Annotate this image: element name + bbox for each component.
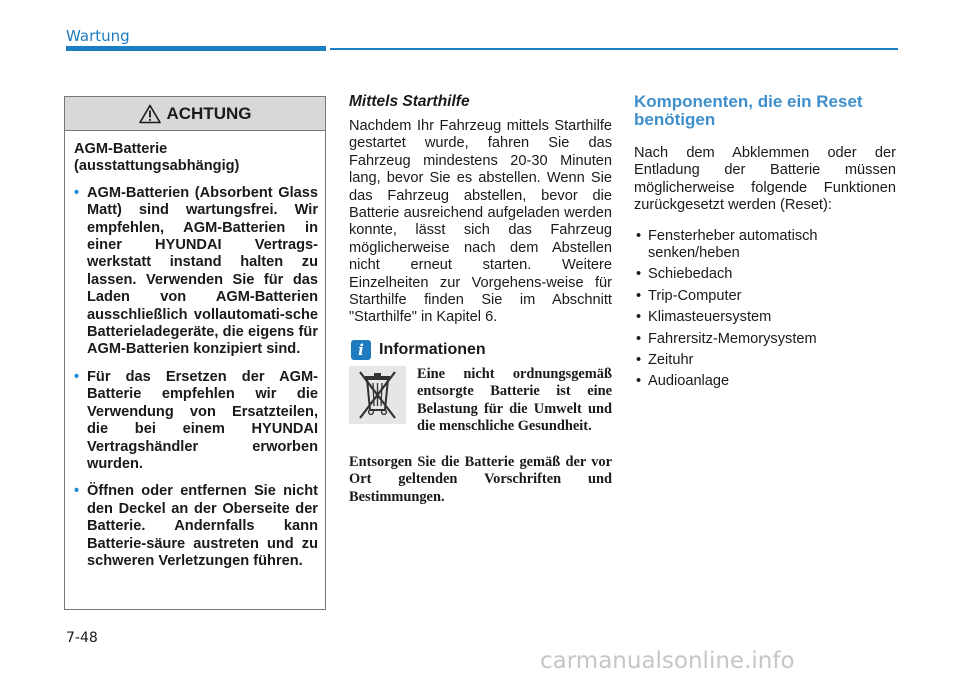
list-item: • Fahrersitz-Memorysystem	[636, 330, 817, 347]
bullet-icon: •	[636, 373, 642, 390]
reset-list	[634, 228, 896, 391]
info-title: Informationen	[379, 341, 486, 358]
info-header	[351, 340, 486, 360]
warning-header	[65, 97, 325, 131]
header-rule-thick	[66, 46, 326, 51]
warning-subtitle: AGM-Batterie (ausstattungsabhängig)	[74, 141, 240, 175]
bullet-icon: •	[636, 227, 642, 244]
list-item: • Fensterheber automatisch senken/heben	[636, 227, 818, 262]
warning-box	[64, 96, 326, 610]
info-text-1: Eine nicht ordnungsgemäß entsorgte Batterie ist eine Belastung für die Umwelt und die menschliche Gesundheit.	[417, 366, 612, 435]
bullet-icon: •	[636, 266, 642, 283]
reset-heading: Komponenten, die ein Reset benötigen	[634, 92, 863, 129]
warning-title: ACHTUNG	[166, 103, 252, 123]
warning-triangle-icon	[139, 104, 161, 124]
list-item: • AGM-Batterien (Absorbent Glass Matt) sind wartungsfrei. Wir empfehlen, AGM-Batterien in einer HYUNDAI Vertrags-werkstatt instand halten zu lassen. Verwenden Sie für das Laden von AGM-Batterien ausschließlich vollautomati-sche Batterieladegeräte, die eigens für AGM-Batterien konzipiert sind.	[74, 184, 318, 358]
bullet-icon: •	[636, 309, 642, 326]
reset-section	[634, 93, 896, 395]
bullet-icon: •	[74, 483, 80, 500]
bullet-icon: •	[636, 330, 642, 347]
list-item: • Klimasteuersystem	[636, 309, 772, 326]
list-item: • Öffnen oder entfernen Sie nicht den Deckel an der Oberseite der Batterie. Andernfalls kann Batterie-säure austreten und zu schweren Verletzungen führen.	[74, 483, 318, 569]
list-item: • Audioanlage	[636, 373, 730, 390]
list-item: • Zeituhr	[636, 352, 694, 369]
jumpstart-section	[349, 93, 612, 327]
list-item: • Trip-Computer	[636, 287, 742, 304]
watermark: carmanualsonline.info	[540, 648, 795, 674]
bullet-icon: •	[74, 368, 80, 385]
list-item: • Für das Ersetzen der AGM-Batterie empfehlen wir die Verwendung von Ersatzteilen, die bei einem HYUNDAI Vertragshändler erworben wurden.	[74, 368, 318, 472]
crossed-out-bin-icon	[349, 366, 406, 424]
reset-intro: Nach dem Abklemmen oder der Entladung der Batterie müssen möglicherweise folgende Funktionen zurückgesetzt werden (Reset):	[634, 145, 896, 214]
bullet-icon: •	[74, 184, 80, 201]
page-number: 7-48	[66, 630, 98, 646]
info-icon: i	[351, 340, 371, 360]
header-rule-thin	[330, 48, 898, 50]
warning-list	[74, 185, 318, 571]
jumpstart-heading: Mittels Starthilfe	[349, 93, 470, 110]
list-item: • Schiebedach	[636, 266, 733, 283]
info-text-2: Entsorgen Sie die Batterie gemäß der vor Ort geltenden Vorschriften und Bestimmungen.	[349, 454, 612, 505]
bullet-icon: •	[636, 287, 642, 304]
bullet-icon: •	[636, 352, 642, 369]
jumpstart-body: Nachdem Ihr Fahrzeug mittels Starthilfe gestartet wurde, fahren Sie das Fahrzeug mindestens 20-30 Minuten lang, bevor Sie es abstellen. Wenn Sie das Fahrzeug abstellen, bevor die Batterie ausreichend aufgeladen werden konnte, lässt sich das Fahrzeug möglicherweise nach dem Abstellen nicht erneut starten. Weitere Einzelheiten zur Vorgehens-weise für Starthilfe finden Sie im Abschnitt "Starthilfe" in Kapitel 6.	[349, 118, 612, 326]
section-header: Wartung	[66, 27, 130, 45]
